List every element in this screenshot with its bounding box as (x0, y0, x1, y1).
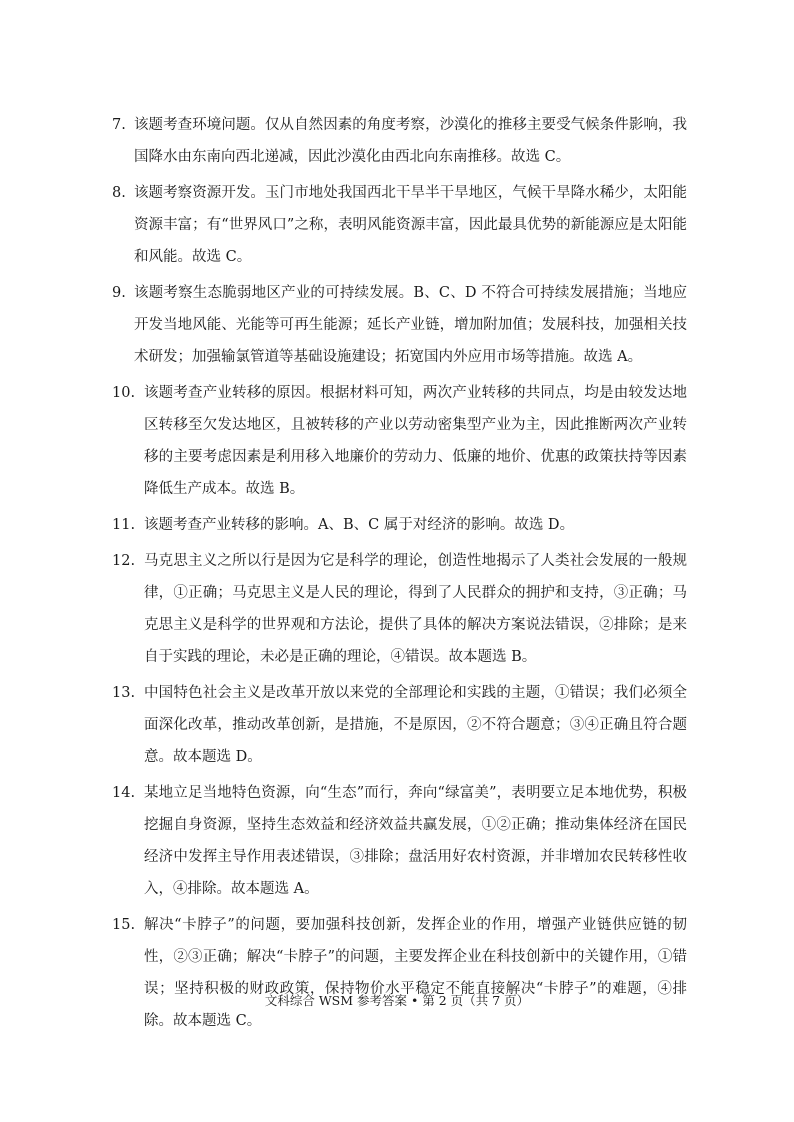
answer-number: 12. (112, 553, 136, 569)
answer-item (112, 677, 687, 773)
answer-list (112, 109, 687, 1041)
page-footer: 文科综合 WSM 参考答案 • 第 2 页（共 7 页） (264, 993, 530, 1008)
answer-text: 该题考查环境问题。仅从自然因素的角度考察，沙漠化的推移主要受气候条件影响，我国降水由东南向西北递减，因此沙漠化由西北向东南推移。故选 C。 (134, 117, 687, 165)
answer-text: 解决“卡脖子”的问题，要加强科技创新，发挥企业的作用，增强产业链供应链的韧性，②③正确；解决“卡脖子”的问题，主要发挥企业在科技创新中的关键作用，①错误；坚持积极的财政政策，保持物价水平稳定不能直接解决“卡脖子”的难题，④排除。故本题选 C。 (144, 917, 687, 1029)
answer-item (112, 545, 687, 673)
answer-text: 该题考察资源开发。玉门市地处我国西北干旱半干旱地区，气候干旱降水稀少，太阳能资源丰富；有“世界风口”之称，表明风能资源丰富，因此最具优势的新能源应是太阳能和风能。故选 C。 (134, 185, 687, 265)
answer-text: 马克思主义之所以行是因为它是科学的理论，创造性地揭示了人类社会发展的一般规律，①正确；马克思主义是人民的理论，得到了人民群众的拥护和支持，③正确；马克思主义是科学的世界观和方法论，提供了具体的解决方案说法错误，②排除；是来自于实践的理论，未必是正确的理论，④错误。故本题选 B。 (144, 553, 687, 665)
answer-text: 该题考查产业转移的影响。A、B、C 属于对经济的影响。故选 D。 (144, 517, 575, 533)
answer-item (112, 277, 687, 373)
answer-number: 14. (112, 785, 136, 801)
answer-number: 10. (112, 385, 136, 401)
answer-text: 该题考察生态脆弱地区产业的可持续发展。B、C、D 不符合可持续发展措施；当地应开发当地风能、光能等可再生能源；延长产业链，增加附加值；发展科技，加强相关技术研发；加强输氯管道等基础设施建设；拓宽国内外应用市场等措施。故选 A。 (134, 285, 687, 365)
answer-item (112, 377, 687, 505)
answer-number: 7. (112, 117, 126, 133)
answer-item (112, 109, 687, 173)
answer-item (112, 177, 687, 273)
answer-number: 8. (112, 185, 126, 201)
answer-item (112, 909, 687, 1037)
answer-item (112, 509, 687, 541)
answer-number: 9. (112, 285, 126, 301)
answer-text: 该题考查产业转移的原因。根据材料可知，两次产业转移的共同点，均是由较发达地区转移至欠发达地区，且被转移的产业以劳动密集型产业为主，因此推断两次产业转移的主要考虑因素是利用移入地廉价的劳动力、低廉的地价、优惠的政策扶持等因素降低生产成本。故选 B。 (144, 385, 687, 497)
answer-number: 15. (112, 917, 136, 933)
answer-number: 13. (112, 685, 136, 701)
answer-text: 中国特色社会主义是改革开放以来党的全部理论和实践的主题，①错误；我们必须全面深化改革，推动改革创新，是措施，不是原因，②不符合题意；③④正确且符合题意。故本题选 D。 (144, 685, 687, 765)
answer-number: 11. (112, 517, 136, 533)
answer-item (112, 777, 687, 905)
answer-text: 某地立足当地特色资源，向“生态”而行，奔向“绿富美”，表明要立足本地优势，积极挖掘自身资源，坚持生态效益和经济效益共赢发展，①②正确；推动集体经济在国民经济中发挥主导作用表述错误，③排除；盘活用好农村资源，并非增加农民转移性收入，④排除。故本题选 A。 (144, 785, 687, 897)
